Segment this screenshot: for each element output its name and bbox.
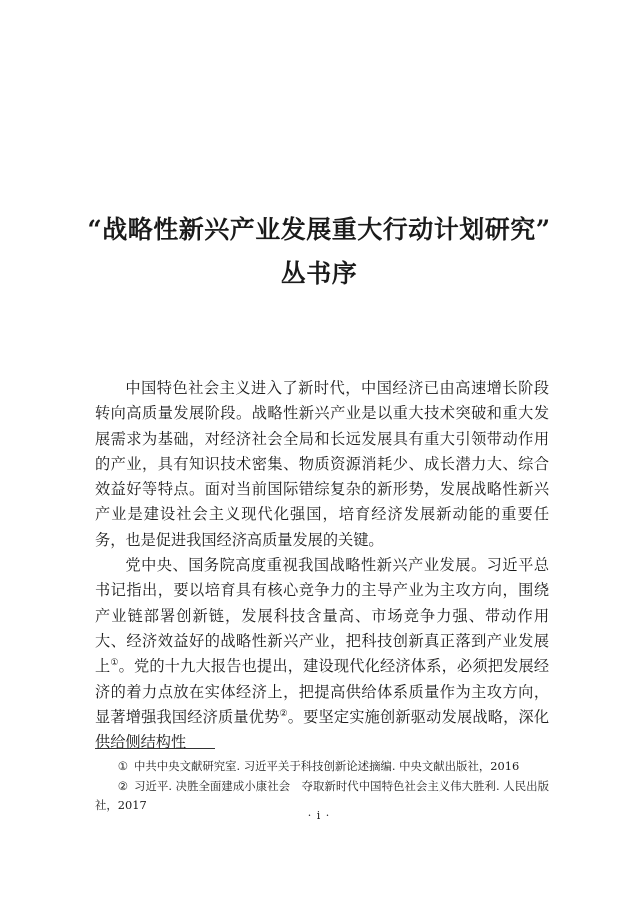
footnote-1 [95,757,549,777]
paragraph-1: 中国特色社会主义进入了新时代，中国经济已由高速增长阶段转向高质量发展阶段。战略性新兴产业是以重大技术突破和重大发展需求为基础，对经济社会全局和长远发展具有重大引领带动作用的产业，具有知识技术密集、物质资源消耗少、成长潜力大、综合效益好等特点。面对当前国际错综复杂的新形势，发展战略性新兴产业是建设社会主义现代化强国，培育经济发展新动能的重要任务，也是促进我国经济高质量发展的关键。 [95,379,549,549]
footnote-ref-1: ① [110,658,119,669]
body-text [95,376,549,755]
footnote-2-text: 习近平. 决胜全面建成小康社会 夺取新时代中国特色社会主义伟大胜利. 人民出版社，2017 [95,778,549,812]
page-title [60,208,578,296]
title-line-2: 丛书序 [280,259,358,288]
page-number: · i · [307,809,331,822]
footnote-1-mark: ① [117,759,129,773]
footnote-ref-2: ② [279,708,288,719]
footnote-1-text: 中共中央文献研究室. 习近平关于科技创新论述摘编. 中央文献出版社，2016 [134,759,520,773]
title-line-1: “战略性新兴产业发展重大行动计划研究” [87,215,551,244]
footnotes [95,757,549,816]
paragraph-2-text-b: 。党的十九大报告也提出，建设现代化经济体系，必须把发展经济的着力点放在实体经济上，把提高供给体系质量作为主攻方向，显著增强我国经济质量优势 [95,657,550,726]
footnote-2-mark: ② [117,778,129,793]
paragraph-2-text-c: 。要坚定实施创新驱动发展战略，深化供给侧结构性 [95,707,550,752]
paragraph-2-text-a: 党中央、国务院高度重视我国战略性新兴产业发展。习近平总书记指出，要以培育具有核心竞争力的主导产业为主攻方向，围绕产业链部署创新链，发展科技含量高、市场竞争力强、带动作用大、经济效益好的战略性新兴产业，把科技创新真正落到产业发展上 [95,556,549,676]
footnote-divider [95,748,215,749]
paragraph-2 [95,553,549,755]
